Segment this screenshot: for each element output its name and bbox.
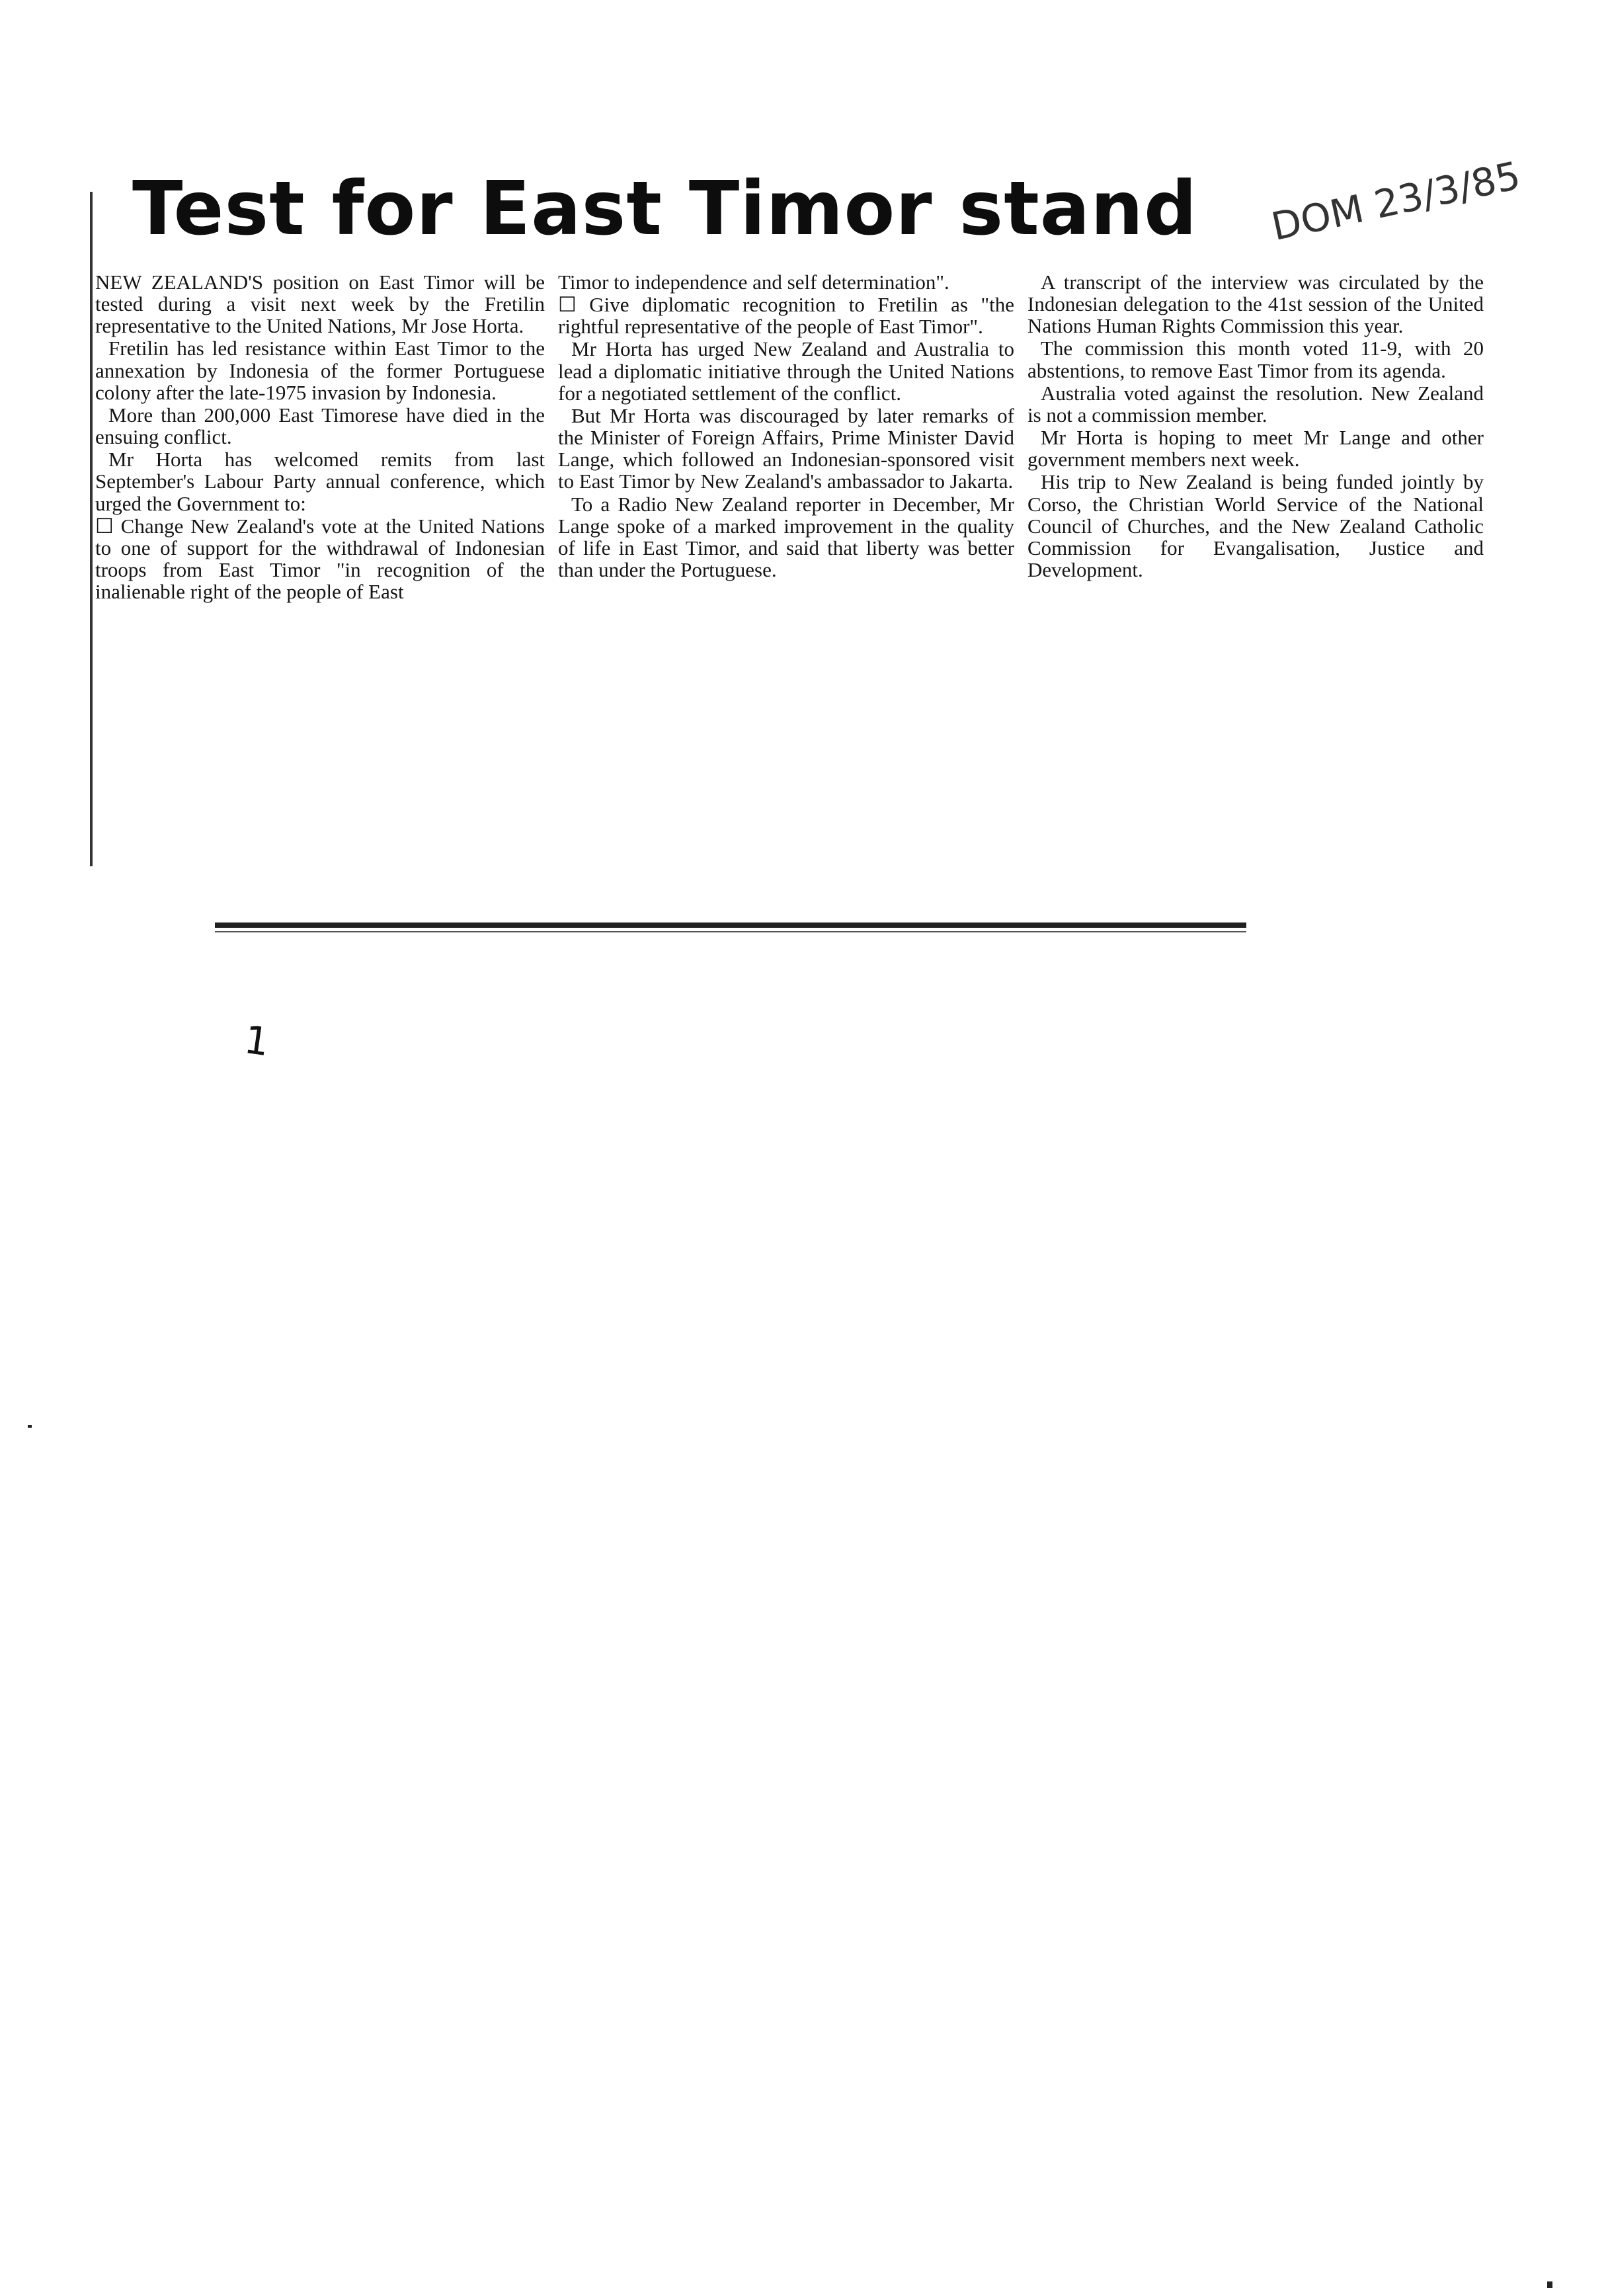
column-2	[558, 271, 1014, 603]
article-body	[95, 270, 1484, 604]
paragraph: Mr Horta has welcomed remits from last September's Labour Party annual conference, which urged the Government to:	[95, 448, 545, 515]
scan-speck	[1547, 2281, 1552, 2288]
headline: Test for East Timor stand	[132, 166, 1198, 252]
bottom-rule-thin	[215, 931, 1246, 932]
paragraph: More than 200,000 East Timorese have died in the ensuing conflict.	[95, 403, 545, 449]
paragraph: Australia voted against the resolution. New Zealand is not a commission member.	[1027, 381, 1484, 427]
clipping-left-edge	[90, 192, 93, 866]
paragraph: But Mr Horta was discouraged by later remarks of the Minister of Foreign Affairs, Prime Minister David Lange, which followed an Indonesian-sponsored visit to East Timor by New Zealand's ambassador to Jakarta.	[558, 403, 1014, 493]
margin-mark: 1	[241, 1016, 272, 1065]
paragraph: Mr Horta has urged New Zealand and Australia to lead a diplomatic initiative through the United Nations for a negotiated settlement of the conflict.	[558, 337, 1014, 405]
paragraph: NEW ZEALAND'S position on East Timor will be tested during a visit next week by the Fretilin representative to the United Nations, Mr Jose Horta.	[95, 270, 545, 338]
paragraph: To a Radio New Zealand reporter in December, Mr Lange spoke of a marked improvement in the quality of life in East Timor, and said that liberty was better than under the Portuguese.	[558, 492, 1014, 582]
paragraph: ☐ Change New Zealand's vote at the United Nations to one of support for the withdrawal of Indonesian troops from East Timor "in recognition of the inalienable right of the people of East	[95, 514, 545, 604]
paragraph: The commission this month voted 11-9, with 20 abstentions, to remove East Timor from its agenda.	[1027, 337, 1484, 382]
handwritten-date-annotation: DOM 23/3/85	[1267, 152, 1525, 250]
paragraph: Fretilin has led resistance within East Timor to the annexation by Indonesia of the former Portuguese colony after the late-1975 invasion by Indonesia.	[95, 337, 545, 404]
newspaper-clipping	[86, 152, 1525, 820]
paragraph: A transcript of the interview was circulated by the Indonesian delegation to the 41st session of the United Nations Human Rights Commission this year.	[1027, 270, 1484, 338]
scan-speck	[28, 1425, 32, 1428]
paragraph: His trip to New Zealand is being funded jointly by Corso, the Christian World Service of the National Council of Churches, and the New Zealand Catholic Commission for Evangalisation, Justice and Development.	[1027, 470, 1484, 582]
column-3	[1027, 271, 1484, 603]
bottom-rule	[215, 922, 1246, 928]
paragraph: Timor to independence and self determination".	[558, 270, 949, 294]
paragraph: ☐ Give diplomatic recognition to Fretilin as "the rightful representative of the people of East Timor".	[558, 293, 1014, 339]
column-1	[95, 271, 545, 603]
paragraph: Mr Horta is hoping to meet Mr Lange and other government members next week.	[1027, 426, 1484, 472]
